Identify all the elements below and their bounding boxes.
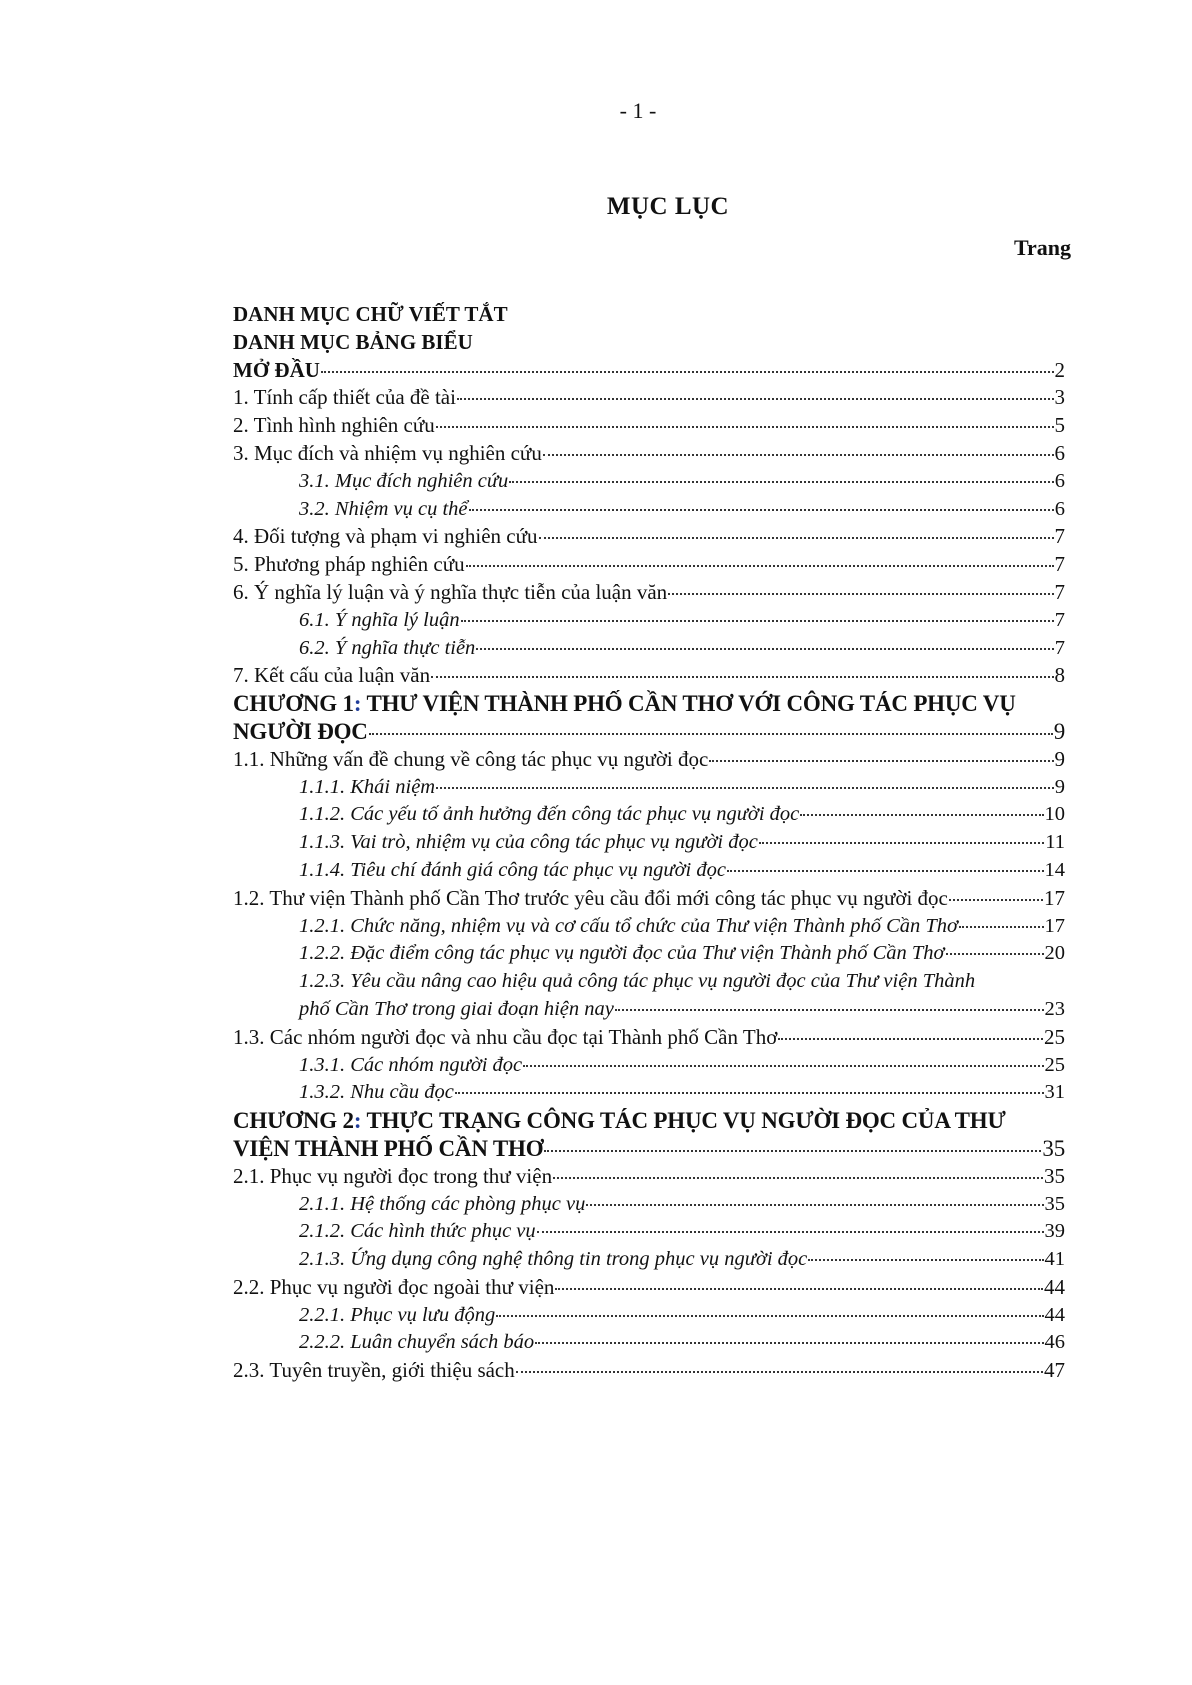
- toc-entry[interactable]: [233, 940, 1065, 968]
- dot-leader: [539, 537, 1054, 539]
- toc-entry-page: 3: [1054, 385, 1065, 410]
- toc-entry-page: 25: [1044, 1053, 1065, 1076]
- toc-entry[interactable]: [233, 496, 1065, 524]
- dot-leader: [457, 398, 1054, 400]
- toc-entry-title: 1.1.3. Vai trò, nhiệm vụ của công tác phục vụ người đọc: [299, 831, 758, 854]
- toc-entry-page: 23: [1044, 997, 1065, 1020]
- toc-entry-title: 2.1.3. Ứng dụng công nghệ thông tin trong phục vụ người đọc: [299, 1248, 808, 1271]
- dot-leader: [544, 1150, 1041, 1152]
- toc-entry-page: 7: [1054, 636, 1065, 659]
- dot-leader: [516, 1371, 1043, 1373]
- toc-entry-title: 1.2.1. Chức năng, nhiệm vụ và cơ cấu tổ chức của Thư viện Thành phố Cần Thơ: [299, 914, 958, 937]
- toc-entry-title: 6.1. Ý nghĩa lý luận: [299, 608, 460, 631]
- toc-entry-title: 1.1. Những vấn đề chung về công tác phục vụ người đọc: [233, 746, 709, 771]
- toc-entry-page: 7: [1054, 524, 1065, 549]
- toc-entry-page: 47: [1044, 1358, 1065, 1383]
- toc-entry-title: NGƯỜI ĐỌC: [233, 718, 368, 744]
- toc-entry[interactable]: [233, 440, 1065, 468]
- toc-entry[interactable]: [233, 551, 1065, 579]
- toc-entry-page: 9: [1053, 718, 1065, 744]
- toc-entry[interactable]: [233, 1052, 1065, 1080]
- toc-entry-title: DANH MỤC CHỮ VIẾT TẮT: [233, 302, 508, 326]
- toc-entry-title: 2.1.1. Hệ thống các phòng phục vụ: [299, 1192, 586, 1215]
- toc-entry-page: 25: [1044, 1024, 1065, 1049]
- toc-entry-title: 1.1.1. Khái niệm: [299, 775, 436, 798]
- dot-leader: [523, 1065, 1043, 1067]
- toc-entry-title: 2.2.1. Phục vụ lưu động: [299, 1303, 496, 1326]
- dot-leader: [615, 1009, 1044, 1011]
- toc-entry[interactable]: [233, 1135, 1065, 1163]
- dot-leader: [476, 648, 1053, 650]
- toc-entry-title: 1.1.4. Tiêu chí đánh giá công tác phục vụ người đọc: [299, 858, 726, 881]
- toc-entry-page: 6: [1054, 469, 1065, 492]
- dot-leader: [436, 787, 1054, 789]
- toc-entry[interactable]: [233, 1107, 1065, 1135]
- toc-entry[interactable]: [233, 913, 1065, 941]
- dot-leader: [321, 371, 1054, 373]
- table-of-contents: [233, 301, 1065, 1385]
- dot-leader: [959, 926, 1044, 928]
- dot-leader: [469, 509, 1054, 511]
- toc-entry-title: 3. Mục đích và nhiệm vụ nghiên cứu: [233, 440, 542, 465]
- toc-entry-title: VIỆN THÀNH PHỐ CẦN THƠ: [233, 1135, 544, 1161]
- toc-entry[interactable]: [233, 829, 1065, 857]
- toc-entry[interactable]: [233, 301, 1065, 329]
- toc-entry-page: 17: [1044, 885, 1065, 910]
- toc-entry[interactable]: [233, 1357, 1065, 1385]
- dot-leader: [778, 1038, 1043, 1040]
- dot-leader: [466, 565, 1054, 567]
- dot-leader: [553, 1177, 1043, 1179]
- toc-entry-page: 11: [1045, 831, 1065, 854]
- dot-leader: [455, 1092, 1044, 1094]
- toc-entry-title: 2.1. Phục vụ người đọc trong thư viện: [233, 1163, 553, 1188]
- toc-entry[interactable]: [233, 329, 1065, 357]
- toc-entry-page: 46: [1044, 1331, 1065, 1354]
- dot-leader: [709, 760, 1053, 762]
- dot-leader: [431, 676, 1053, 678]
- toc-entry-title: 2.3. Tuyên truyền, giới thiệu sách: [233, 1358, 515, 1383]
- toc-entry-page: 5: [1054, 413, 1065, 438]
- toc-entry-page: 10: [1044, 803, 1065, 826]
- toc-entry[interactable]: [233, 662, 1065, 690]
- toc-heading: MỤC LỤC: [606, 193, 730, 220]
- toc-entry-title: 6.2. Ý nghĩa thực tiễn: [299, 636, 476, 659]
- toc-entry-page: 14: [1044, 858, 1065, 881]
- toc-entry[interactable]: [233, 1024, 1065, 1052]
- toc-entry[interactable]: [233, 579, 1065, 607]
- toc-entry-title: 3.1. Mục đích nghiên cứu: [299, 469, 509, 492]
- toc-entry[interactable]: [233, 746, 1065, 774]
- toc-entry-page: 7: [1054, 552, 1065, 577]
- toc-entry[interactable]: [233, 968, 1065, 996]
- toc-entry[interactable]: [233, 1329, 1065, 1357]
- toc-entry-page: 31: [1044, 1081, 1065, 1104]
- toc-entry-title: 6. Ý nghĩa lý luận và ý nghĩa thực tiễn của luận văn: [233, 579, 668, 604]
- dot-leader: [535, 1342, 1043, 1344]
- toc-entry-title: 1. Tính cấp thiết của đề tài: [233, 385, 456, 410]
- toc-entry-title: 1.2.3. Yêu cầu nâng cao hiệu quả công tác phục vụ người đọc của Thư viện Thành: [299, 970, 976, 993]
- toc-entry-page: 41: [1044, 1248, 1065, 1271]
- dot-leader: [555, 1288, 1043, 1290]
- toc-entry-title: 2.2.2. Luân chuyển sách báo: [299, 1331, 535, 1354]
- toc-entry-title: phố Cần Thơ trong giai đoạn hiện nay: [299, 997, 614, 1020]
- dot-leader: [509, 481, 1053, 483]
- toc-entry-title: 2.2. Phục vụ người đọc ngoài thư viện: [233, 1274, 555, 1299]
- toc-entry-title: 4. Đối tượng và phạm vi nghiên cứu: [233, 524, 538, 549]
- toc-entry-title: 1.2. Thư viện Thành phố Cần Thơ trước yêu cầu đổi mới công tác phục vụ người đọc: [233, 885, 948, 910]
- toc-entry-title: MỞ ĐẦU: [233, 357, 320, 382]
- toc-entry[interactable]: [233, 1246, 1065, 1274]
- toc-entry-title: 1.2.2. Đặc điểm công tác phục vụ người đọc của Thư viện Thành phố Cần Thơ: [299, 942, 945, 965]
- toc-entry-page: 35: [1044, 1192, 1065, 1215]
- toc-entry-title: CHƯƠNG 2: THỰC TRẠNG CÔNG TÁC PHỤC VỤ NGƯỜI ĐỌC CỦA THƯ: [233, 1108, 1006, 1134]
- toc-entry[interactable]: [233, 857, 1065, 885]
- toc-entry[interactable]: [233, 607, 1065, 635]
- toc-entry-title: 2. Tình hình nghiên cứu: [233, 413, 435, 438]
- toc-entry-page: 39: [1044, 1220, 1065, 1243]
- toc-entry[interactable]: [233, 690, 1065, 718]
- toc-entry-title: 1.3. Các nhóm người đọc và nhu cầu đọc tại Thành phố Cần Thơ: [233, 1024, 778, 1049]
- toc-entry[interactable]: [233, 1302, 1065, 1330]
- toc-entry-page: 9: [1054, 775, 1065, 798]
- toc-entry-page: 7: [1054, 608, 1065, 631]
- toc-entry[interactable]: [233, 412, 1065, 440]
- toc-entry-title: 1.1.2. Các yếu tố ảnh hưởng đến công tác phục vụ người đọc: [299, 803, 800, 826]
- toc-entry[interactable]: [233, 774, 1065, 802]
- toc-entry-page: 20: [1044, 942, 1065, 965]
- toc-entry-title: 1.3.2. Nhu cầu đọc: [299, 1081, 454, 1104]
- toc-entry-page: 35: [1042, 1135, 1065, 1161]
- dot-leader: [586, 1204, 1043, 1206]
- dot-leader: [946, 953, 1044, 955]
- dot-leader: [668, 593, 1053, 595]
- toc-entry-title: 1.3.1. Các nhóm người đọc: [299, 1053, 523, 1076]
- dot-leader: [543, 454, 1054, 456]
- toc-entry[interactable]: [233, 635, 1065, 663]
- toc-entry-title: CHƯƠNG 1: THƯ VIỆN THÀNH PHỐ CẦN THƠ VỚI CÔNG TÁC PHỤC VỤ: [233, 691, 1016, 717]
- toc-entry[interactable]: [233, 885, 1065, 913]
- toc-entry-page: 6: [1054, 497, 1065, 520]
- toc-entry-title: 3.2. Nhiệm vụ cụ thể: [299, 497, 468, 520]
- dot-leader: [537, 1231, 1044, 1233]
- dot-leader: [461, 620, 1054, 622]
- toc-entry[interactable]: [233, 996, 1065, 1024]
- toc-entry-page: 2: [1054, 357, 1065, 382]
- page-number: - 1 -: [619, 98, 657, 123]
- dot-leader: [727, 870, 1044, 872]
- toc-entry[interactable]: [233, 1163, 1065, 1191]
- toc-entry[interactable]: [233, 357, 1065, 385]
- dot-leader: [759, 842, 1044, 844]
- toc-entry-title: 7. Kết cấu của luận văn: [233, 663, 431, 688]
- toc-entry[interactable]: [233, 1218, 1065, 1246]
- dot-leader: [496, 1315, 1043, 1317]
- toc-entry[interactable]: [233, 384, 1065, 412]
- toc-entry[interactable]: [233, 1191, 1065, 1219]
- toc-entry[interactable]: [233, 718, 1065, 746]
- toc-entry[interactable]: [233, 468, 1065, 496]
- dot-leader: [949, 899, 1043, 901]
- toc-entry-page: 8: [1054, 663, 1065, 688]
- toc-entry-title: 5. Phương pháp nghiên cứu: [233, 552, 465, 577]
- page-column-label: Trang: [1013, 235, 1071, 260]
- dot-leader: [436, 426, 1054, 428]
- toc-entry-page: 7: [1054, 579, 1065, 604]
- toc-entry-page: 35: [1044, 1163, 1065, 1188]
- toc-entry-page: 6: [1054, 440, 1065, 465]
- toc-entry[interactable]: [233, 523, 1065, 551]
- toc-entry[interactable]: [233, 801, 1065, 829]
- toc-entry-title: 2.1.2. Các hình thức phục vụ: [299, 1220, 536, 1243]
- toc-entry-title: DANH MỤC BẢNG BIỂU: [233, 329, 473, 354]
- toc-entry[interactable]: [233, 1079, 1065, 1107]
- toc-entry-page: 44: [1044, 1274, 1065, 1299]
- dot-leader: [808, 1259, 1043, 1261]
- dot-leader: [369, 733, 1053, 735]
- toc-entry[interactable]: [233, 1274, 1065, 1302]
- dot-leader: [800, 814, 1043, 816]
- toc-entry-page: 17: [1044, 914, 1065, 937]
- toc-entry-page: 9: [1054, 746, 1065, 771]
- toc-entry-page: 44: [1044, 1303, 1065, 1326]
